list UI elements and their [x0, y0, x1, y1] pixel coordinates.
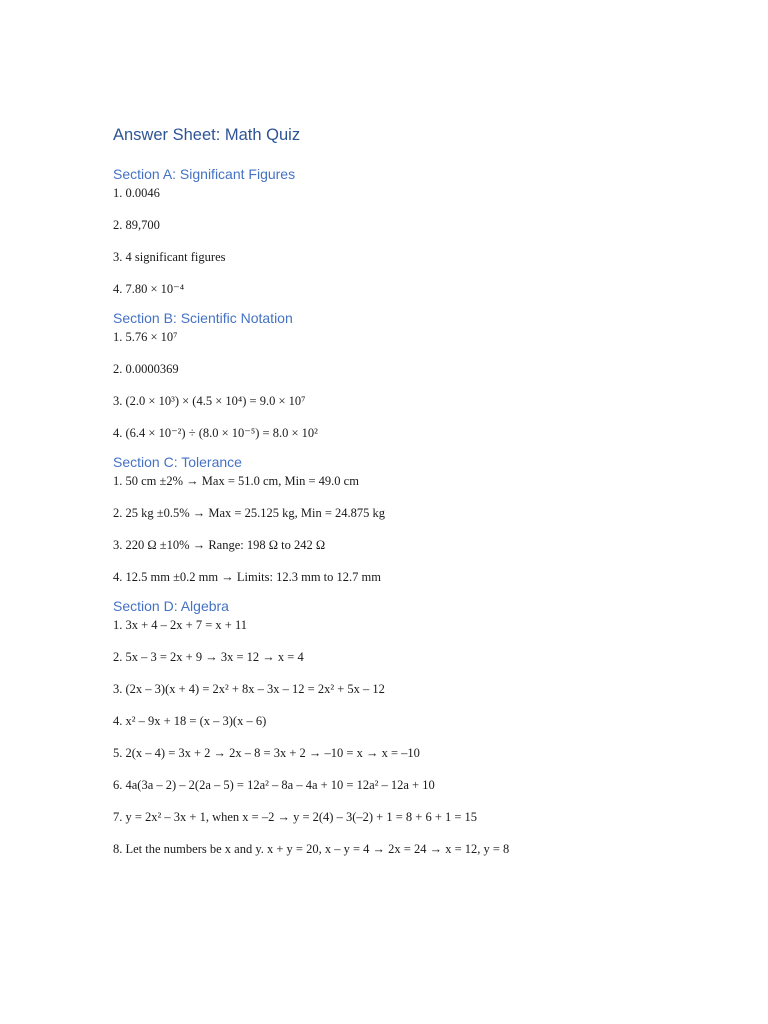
section-b-heading: Section B: Scientific Notation [113, 310, 293, 326]
document-title: Answer Sheet: Math Quiz [113, 126, 301, 144]
document-body [113, 124, 713, 868]
answer-item: 2. 25 kg ±0.5% → Max = 25.125 kg, Min = 24.875 kg [113, 506, 385, 520]
answer-item: 4. 7.80 × 10⁻⁴ [113, 282, 185, 296]
section-d-heading: Section D: Algebra [113, 598, 229, 614]
answer-item: 2. 5x – 3 = 2x + 9 → 3x = 12 → x = 4 [113, 650, 304, 664]
answer-item: 3. (2x – 3)(x + 4) = 2x² + 8x – 3x – 12 = 2x² + 5x – 12 [113, 682, 385, 696]
answer-item: 8. Let the numbers be x and y. x + y = 20, x – y = 4 → 2x = 24 → x = 12, y = 8 [113, 842, 510, 856]
answer-item: 4. 12.5 mm ±0.2 mm → Limits: 12.3 mm to 12.7 mm [113, 570, 381, 584]
answer-item: 1. 0.0046 [113, 186, 160, 200]
answer-item: 3. (2.0 × 10³) × (4.5 × 10⁴) = 9.0 × 10⁷ [113, 394, 306, 408]
answer-item: 3. 4 significant figures [113, 250, 226, 264]
section-a-heading: Section A: Significant Figures [113, 166, 296, 182]
answer-item: 5. 2(x – 4) = 3x + 2 → 2x – 8 = 3x + 2 → –10 = x → x = –10 [113, 746, 420, 760]
answer-item: 1. 5.76 × 10⁷ [113, 330, 178, 344]
answer-item: 3. 220 Ω ±10% → Range: 198 Ω to 242 Ω [113, 538, 326, 552]
answer-item: 1. 50 cm ±2% → Max = 51.0 cm, Min = 49.0 cm [113, 474, 359, 488]
section-a [113, 164, 713, 298]
answer-item: 4. (6.4 × 10⁻²) ÷ (8.0 × 10⁻⁵) = 8.0 × 10² [113, 426, 318, 440]
answer-item: 7. y = 2x² – 3x + 1, when x = –2 → y = 2(4) – 3(–2) + 1 = 8 + 6 + 1 = 15 [113, 810, 478, 824]
section-c-heading: Section C: Tolerance [113, 454, 242, 470]
answer-item: 2. 0.0000369 [113, 362, 179, 376]
answer-item: 6. 4a(3a – 2) – 2(2a – 5) = 12a² – 8a – 4a + 10 = 12a² – 12a + 10 [113, 778, 435, 792]
section-b [113, 308, 713, 442]
answer-item: 4. x² – 9x + 18 = (x – 3)(x – 6) [113, 714, 267, 728]
answer-item: 2. 89,700 [113, 218, 160, 232]
section-c [113, 452, 713, 586]
section-d [113, 596, 713, 858]
answer-item: 1. 3x + 4 – 2x + 7 = x + 11 [113, 618, 247, 632]
